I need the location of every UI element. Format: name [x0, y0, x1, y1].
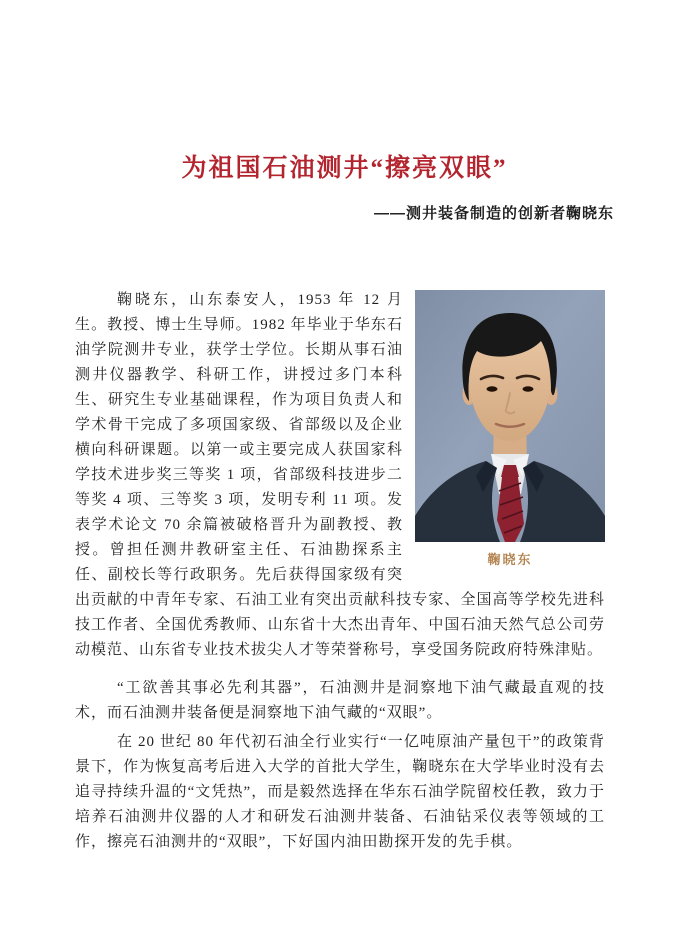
body-paragraph: 在 20 世纪 80 年代初石油全行业实行“一亿吨原油产量包干”的政策背景下，作为恢复高考后进入大学的首批大学生，鞠晓东在大学毕业时没有去追寻持续升温的“文凭热”，而是毅然选择在华东石油学院留校任教，致力于培养石油测井仪器的人才和研发石油测井装备、石油钻采仪表等领域的工作，擦亮石油测井的“双眼”，下好国内油田勘探开发的先手棋。	[75, 734, 605, 850]
tie-knot	[501, 465, 519, 477]
article-title: 为祖国石油测井“擦亮双眼”	[181, 155, 508, 182]
body-paragraph: “工欲善其事必先利其器”，石油测井是洞察地下油气藏最直观的技术，而石油测井装备便是洞察地下油气藏的“双眼”。	[75, 680, 605, 721]
biography-paragraph: 鞠晓东，山东泰安人，1953 年 12 月生。教授、博士生导师。1982 年毕业于华东石油学院测井专业，获学士学位。长期从事石油测井仪器教学、科研工作，讲授过多门本科生、研究生专业基础课程，作为项目负责人和学术骨干完成了多项国家级、省部级以及企业横向科研课题。以第一或主要完成人获国家科学技术进步奖三等奖 1 项，省部级科技进步二等奖 4 项、三等奖 3 项，发明专利 11 项。发表学术论文 70 余篇被破格晋升为副教授、教授。曾担任测井教研室主任、石油勘探系主任、副校长等行政职务。先后获得国家级有突出贡献的中青年专家、石油工业有突出贡献科技专家、全国高等学校先进科技工作者、全国优秀教师、山东省十大杰出青年、中国石油天然气总公司劳动模范、山东省专业技术拔尖人才等荣誉称号，享受国务院政府特殊津贴。	[75, 292, 605, 658]
left-eye	[487, 386, 498, 391]
photo-caption: 鞠晓东	[487, 552, 533, 567]
portrait-figure	[415, 290, 605, 572]
right-eye	[523, 386, 534, 391]
article-body	[75, 288, 605, 855]
article-header	[0, 0, 680, 223]
article-subtitle: ——测井装备制造的创新者鞠晓东	[373, 205, 614, 222]
portrait-photo	[415, 290, 605, 542]
